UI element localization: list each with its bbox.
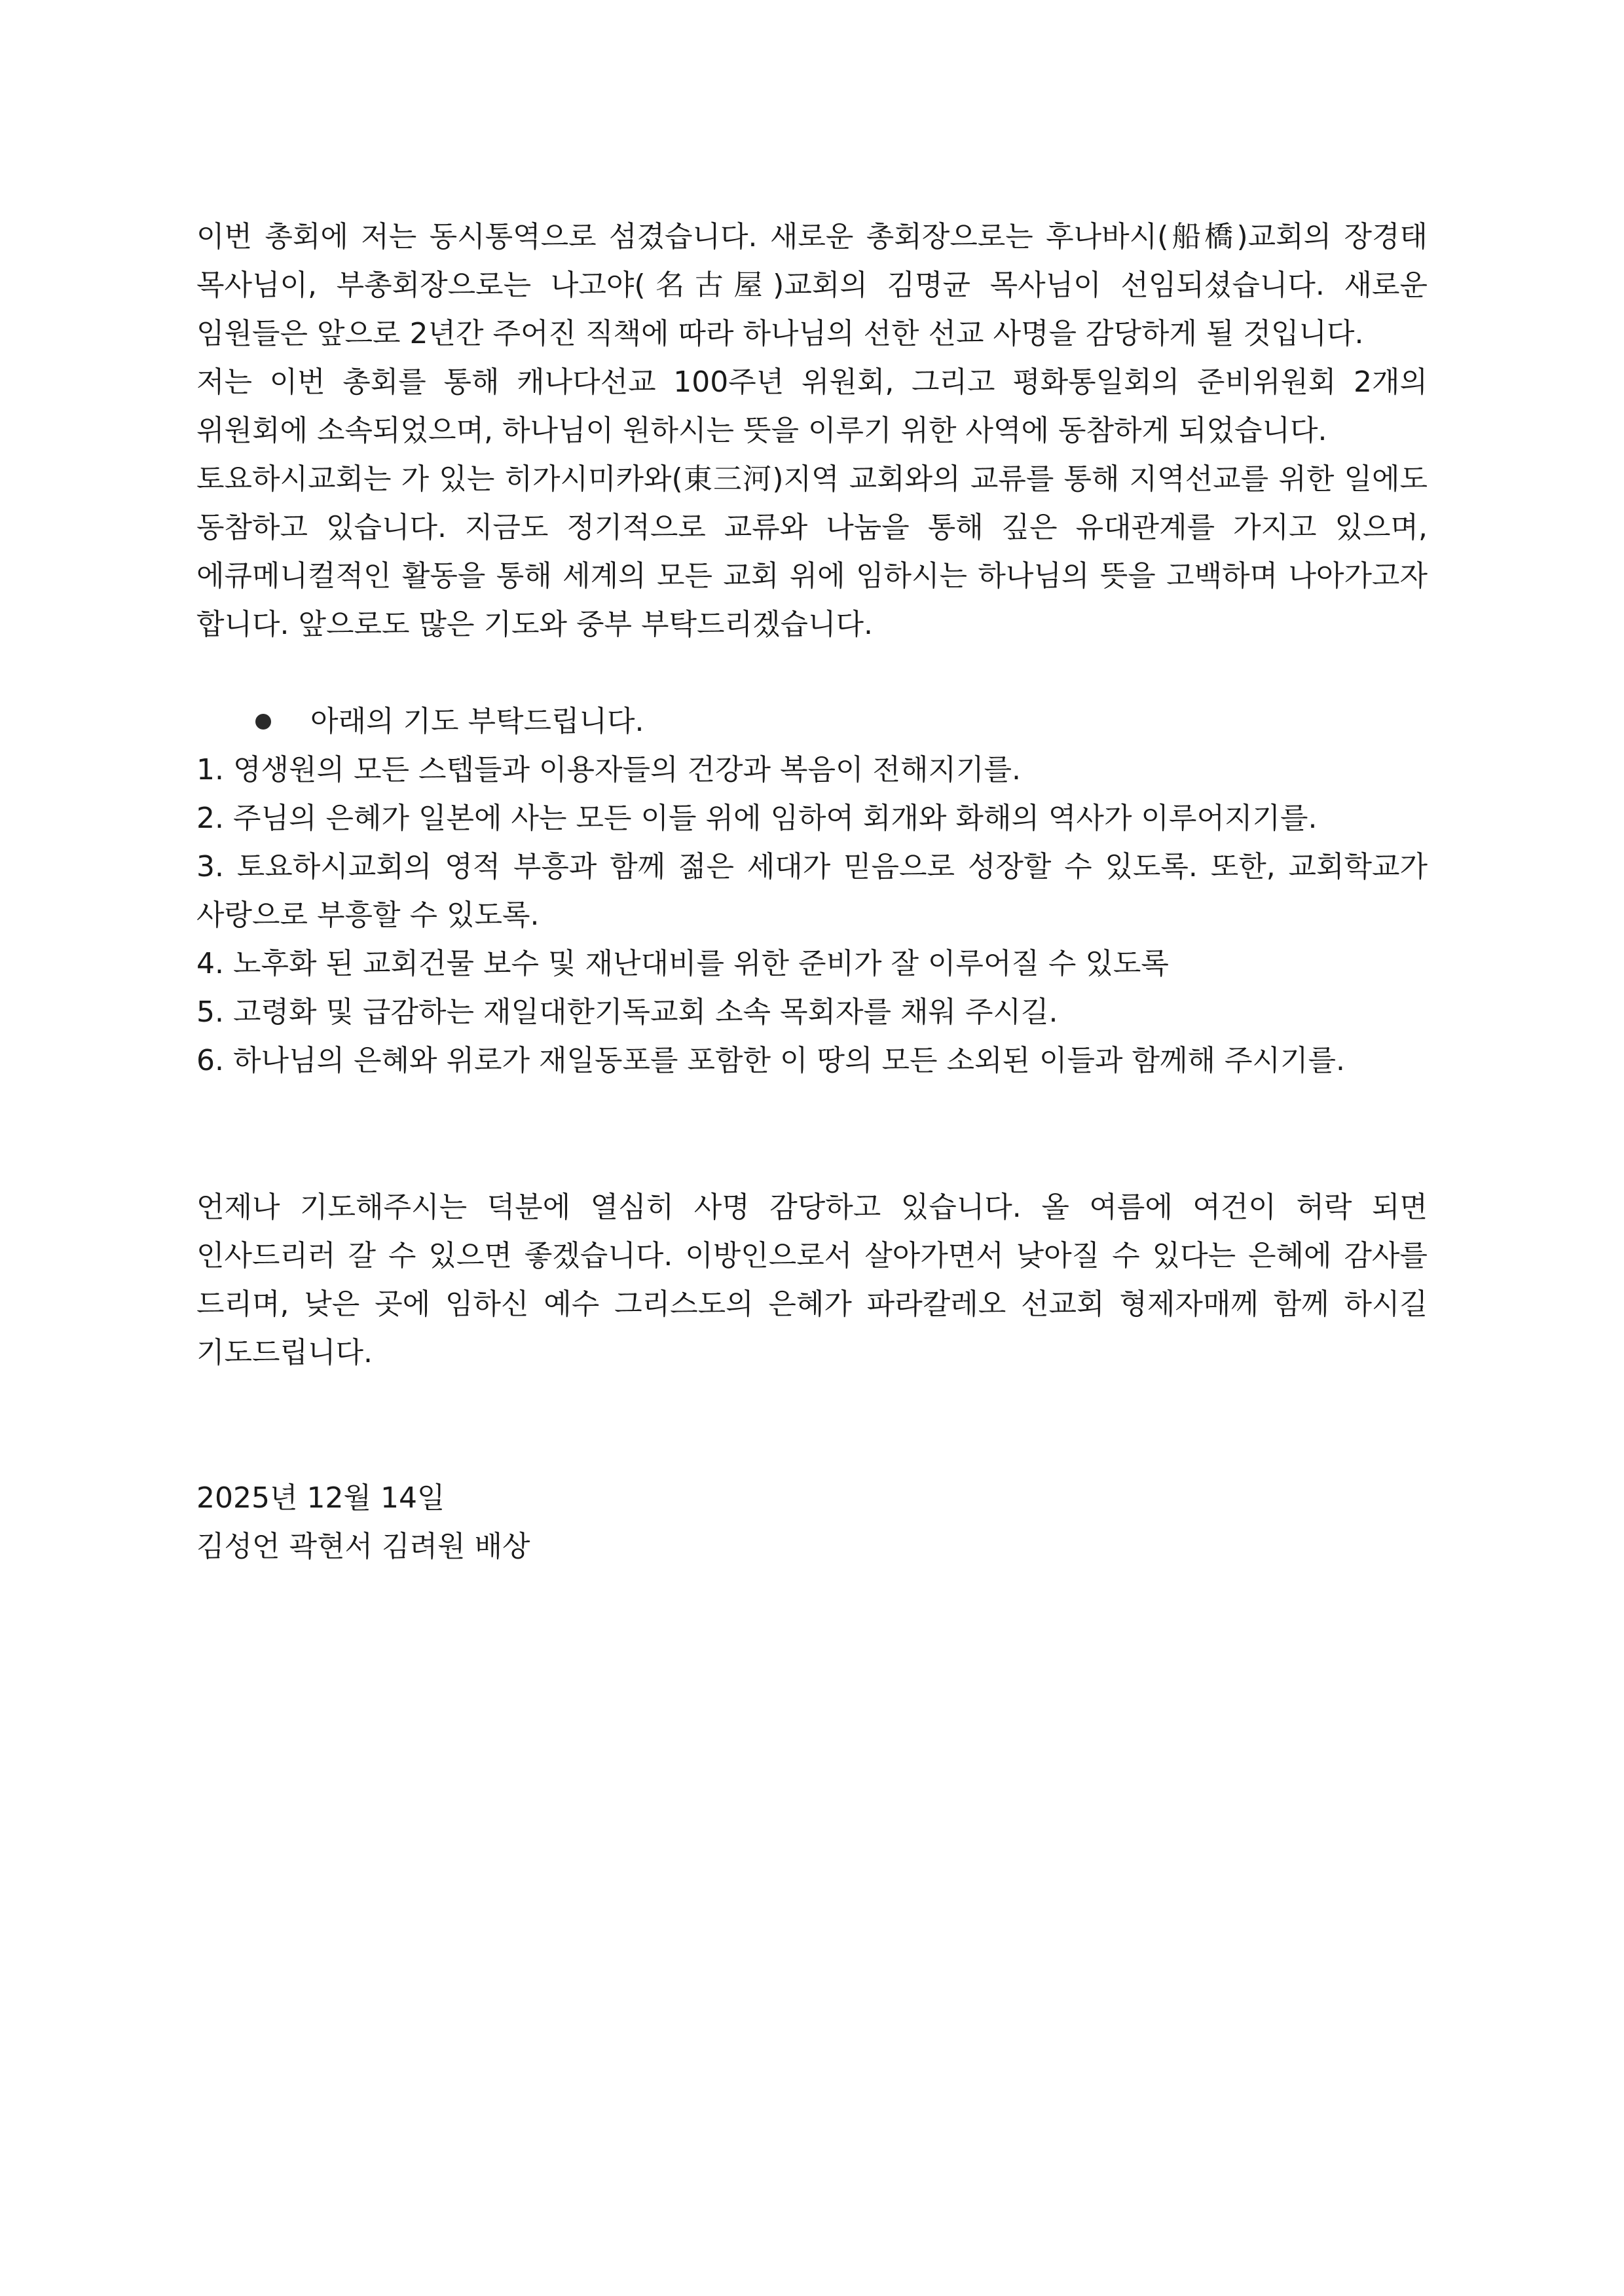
letter-signature: 김성언 곽현서 김려원 배상 <box>196 1530 530 1563</box>
prayer-item: 2. 주님의 은혜가 일본에 사는 모든 이들 위에 임하여 회개와 화해의 역사가 이루어지기를. <box>196 802 1318 835</box>
letter-body <box>196 213 1428 1571</box>
prayer-item: 6. 하나님의 은혜와 위로가 재일동포를 포함한 이 땅의 모든 소외된 이들과 함께해 주시기를. <box>196 1044 1345 1077</box>
paragraph-assembly: 이번 총회에 저는 동시통역으로 섬겼습니다. 새로운 총회장으로는 후나바시(船橋)교회의 장경태 목사님이, 부총회장으로는 나고야(名古屋)교회의 김명균 목사님이 선임되셨습니다. 새로운 임원들은 앞으로 2년간 주어진 직책에 따라 하나님의 선한 선교 사명을 감당하게 될 것입니다. <box>196 220 1428 350</box>
prayer-item: 1. 영생원의 모든 스텝들과 이용자들의 건강과 복음이 전해지기를. <box>196 753 1021 787</box>
prayer-heading-text: 아래의 기도 부탁드립니다. <box>310 705 644 738</box>
prayer-item: 4. 노후화 된 교회건물 보수 및 재난대비를 위한 준비가 잘 이루어질 수 있도록 <box>196 947 1169 980</box>
paragraph-regional-mission: 토요하시교회는 가 있는 히가시미카와(東三河)지역 교회와의 교류를 통해 지역선교를 위한 일에도 동참하고 있습니다. 지금도 정기적으로 교류와 나눔을 통해 깊은 유대관계를 가지고 있으며, 에큐메니컬적인 활동을 통해 세계의 모든 교회 위에 임하시는 하나님의 뜻을 고백하며 나아가고자 합니다. 앞으로도 많은 기도와 중부 부탁드리겠습니다. <box>196 462 1428 641</box>
paragraph-committees: 저는 이번 총회를 통해 캐나다선교 100주년 위원회, 그리고 평화통일회의 준비위원회 2개의 위원회에 소속되었으며, 하나님이 원하시는 뜻을 이루기 위한 사역에 동참하게 되었습니다. <box>196 365 1428 447</box>
prayer-list <box>196 746 1428 1085</box>
prayer-request-heading <box>196 697 1428 746</box>
bullet-icon <box>255 714 271 730</box>
closing-paragraph: 언제나 기도해주시는 덕분에 열심히 사명 감당하고 있습니다. 올 여름에 여건이 허락 되면 인사드리러 갈 수 있으면 좋겠습니다. 이방인으로서 살아가면서 낮아질 수 있다는 은혜에 감사를 드리며, 낮은 곳에 임하신 예수 그리스도의 은혜가 파라칼레오 선교회 형제자매께 함께 하시길 기도드립니다. <box>196 1191 1428 1369</box>
prayer-item: 5. 고령화 및 급감하는 재일대한기독교회 소속 목회자를 채워 주시길. <box>196 995 1058 1029</box>
prayer-item: 3. 토요하시교회의 영적 부흥과 함께 젊은 세대가 믿음으로 성장할 수 있도록. 또한, 교회학교가 사랑으로 부흥할 수 있도록. <box>196 850 1428 932</box>
spacer <box>196 1085 1428 1183</box>
letter-date: 2025년 12월 14일 <box>196 1481 445 1515</box>
spacer <box>196 1377 1428 1474</box>
spacer <box>196 649 1428 697</box>
